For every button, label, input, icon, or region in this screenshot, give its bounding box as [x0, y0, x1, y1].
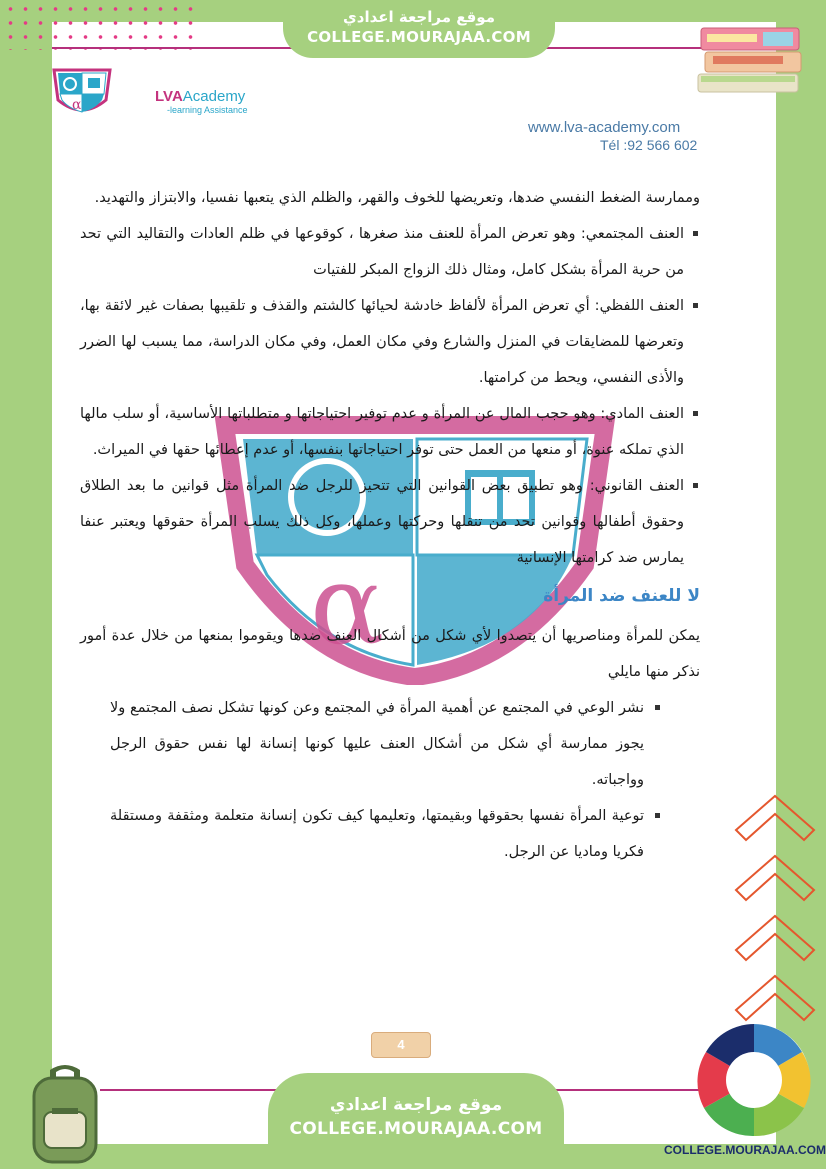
footer-site-tab[interactable]	[268, 1073, 564, 1169]
phone-number: Tél :92 566 602	[600, 137, 698, 153]
section-intro: يمكن للمرأة ومناصريها أن يتصدوا لأي شكل من أشكال العنف ضدها ويقوموا بمنعها من خلال عدة أمور نذكر منها مايلي	[80, 628, 700, 680]
header-site-name: موقع مراجعة اعدادي	[343, 8, 495, 26]
intro-paragraph: وممارسة الضغط النفسي ضدها، وتعريضها للخوف والقهر، والظلم الذي يتعبها نفسيا، والابتزاز والتهديد.	[94, 190, 700, 206]
list-item: العنف المجتمعي: وهو تعرض المرأة للعنف منذ صغرها ، كوقوعها في ظلم العادات والتقاليد التي تحد من حرية المرأة بشكل كامل، ومثال ذلك الزواج المبكر للفتيات	[80, 216, 684, 288]
footer-site-url: COLLEGE.MOURAJAA.COM	[289, 1119, 543, 1139]
backpack-icon	[20, 1060, 110, 1165]
list-item: العنف اللفظي: أي تعرض المرأة لألفاظ خادشة لحيائها كالشتم والقذف و تلقيبها بصفات غير لائقة بها، وتعرضها للمضايقات في المنزل والشارع وفي مكان العمل، وفي مكان الدراسة، مما يسبب لها الضرر والأذى النفسي، ويحط من كرامتها.	[80, 288, 684, 396]
header-site-url: COLLEGE.MOURAJAA.COM	[307, 28, 531, 46]
violence-types-list	[80, 216, 700, 576]
svg-text:α: α	[310, 541, 385, 669]
wheel-caption: COLLEGE.MOURAJAA.COM	[664, 1143, 826, 1157]
svg-text:α: α	[72, 97, 82, 113]
subjects-wheel-icon	[694, 1020, 814, 1140]
header-site-tab[interactable]	[283, 0, 555, 58]
list-item: العنف المادي: وهو حجب المال عن المرأة و عدم توفير احتياجاتها و متطلباتها الأساسية، أو سلب مالها الذي تملكه عنوة، أو منعها من العمل حتى توفر احتياجاتها بنفسها، أو عدم إعطائها حقها في الميراث.	[80, 396, 684, 468]
footer-site-name: موقع مراجعة اعدادي	[329, 1095, 503, 1115]
list-item: توعية المرأة نفسها بحقوقها وبقيمتها، وتعليمها كيف تكون إنسانة متعلمة ومثقفة ومستقلة فكريا وماديا عن الرجل.	[110, 798, 644, 870]
section-heading: لا للعنف ضد المرأة	[543, 586, 700, 606]
brand-block	[155, 88, 248, 115]
chevron-up-icon	[730, 790, 820, 1040]
contact-block	[528, 119, 697, 153]
lva-academy-logo-icon	[50, 66, 114, 122]
decorative-dots	[0, 0, 200, 50]
article-body	[80, 180, 700, 870]
list-item: نشر الوعي في المجتمع عن أهمية المرأة في المجتمع وعن كونها تشكل نصف المجتمع ولا يجوز ممارسة أي شكل من أشكال العنف عليها كونها إنسانة لها نفس حقوق الرجل وواجباته.	[110, 690, 644, 798]
books-illustration-icon	[693, 12, 808, 102]
website-link[interactable]: www.lva-academy.com	[528, 119, 681, 136]
page-number: 4	[371, 1032, 431, 1058]
solutions-list	[80, 690, 700, 870]
brand-name: LVAAcademy	[155, 88, 246, 105]
list-item: العنف القانوني: وهو تطبيق بعض القوانين التي تتحيز للرجل ضد المرأة مثل قوانين ما بعد الطلاق وحقوق أطفالها وقوانين تحد من تنقلها وحركتها وعملها، وكل ذلك يسلب المرأة حقوقها ويعتبر عنفا يمارس ضد كرامتها الإنسانية	[80, 468, 684, 576]
brand-tagline: -learning Assistance	[167, 105, 248, 115]
